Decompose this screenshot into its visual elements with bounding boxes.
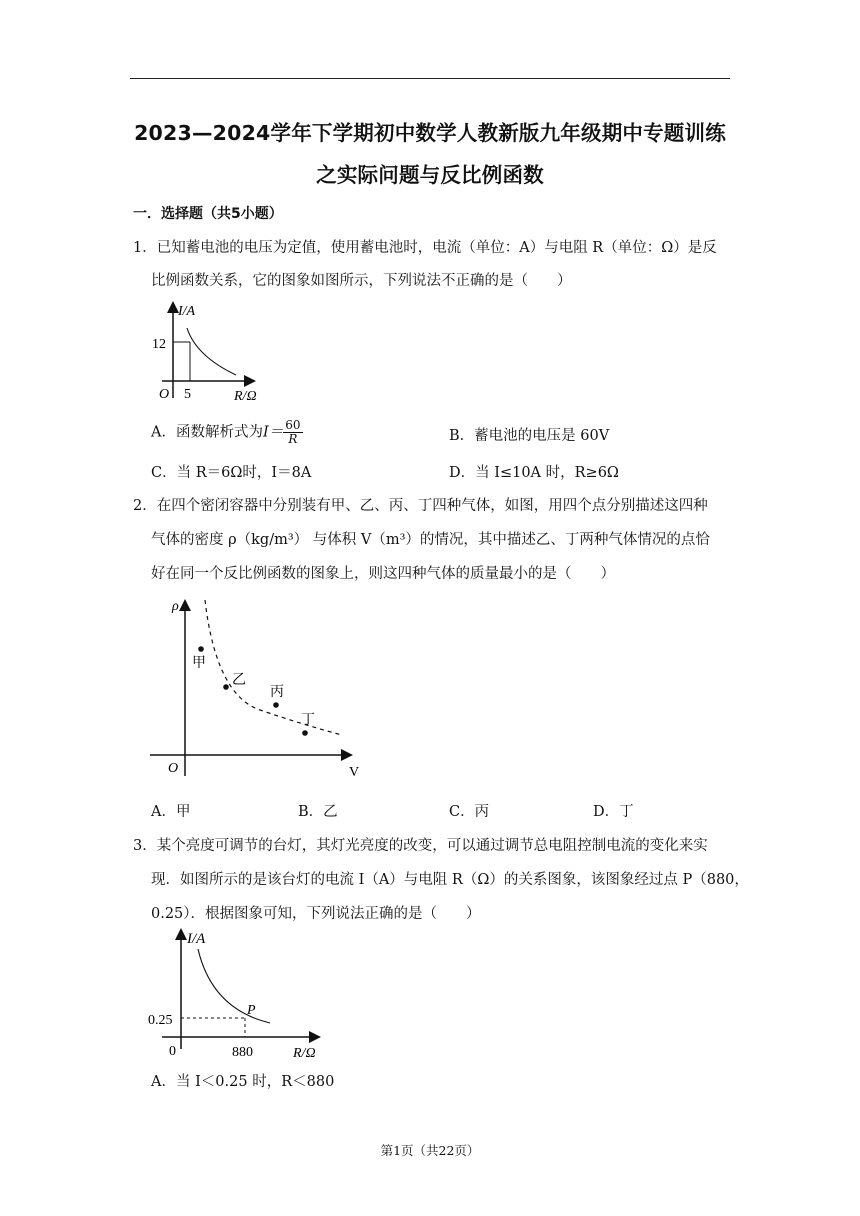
q2-option-c: C．丙	[449, 804, 490, 820]
q1-option-a-lhs: I＝	[262, 424, 284, 441]
q2-text-line3: 好在同一个反比例函数的图象上，则这四种气体的质量最小的是（ ）	[151, 566, 615, 582]
q1-origin: O	[159, 387, 170, 402]
page-footer: 第1页（共22页）	[380, 1143, 480, 1158]
q3-x-tick: 880	[232, 1045, 253, 1060]
q2-label-yi: 乙	[232, 673, 246, 688]
q2-graph	[150, 590, 370, 790]
q2-origin: O	[168, 761, 179, 776]
q1-y-label: I/A	[178, 304, 196, 319]
q3-y-label: I/A	[187, 931, 206, 947]
section-heading: 一．选择题（共5小题）	[133, 206, 283, 222]
q2-label-ding: 丁	[301, 713, 315, 728]
q3-x-label: R/Ω	[293, 1046, 316, 1061]
q2-point-bing	[273, 702, 279, 708]
q1-graph	[140, 298, 270, 406]
q1-curve	[187, 328, 236, 375]
q2-label-jia: 甲	[192, 656, 206, 671]
q3-curve	[198, 949, 270, 1023]
q2-label-bing: 丙	[270, 685, 284, 700]
q2-option-d: D．丁	[593, 804, 634, 820]
q2-text-line1: 2．在四个密闭容器中分别装有甲、乙、丙、丁四种气体，如图，用四个点分别描述这四种	[133, 498, 708, 514]
q1-option-b: B．蓄电池的电压是 60V	[449, 428, 610, 444]
q1-option-a-fraction	[283, 419, 302, 446]
q1-text-line1: 1．已知蓄电池的电压为定值，使用蓄电池时，电流（单位：A）与电阻 R（单位：Ω）是反	[133, 240, 717, 256]
q3-origin: 0	[169, 1044, 176, 1059]
q2-y-label: ρ	[172, 599, 179, 614]
q1-option-a	[151, 419, 303, 446]
q1-text-line2: 比例函数关系，它的图象如图所示，下列说法不正确的是（ ）	[151, 273, 572, 289]
q2-point-ding	[302, 730, 308, 736]
q2-curve	[205, 600, 342, 735]
q2-point-jia	[198, 646, 204, 652]
q1-option-a-prefix: A．函数解析式为	[151, 424, 263, 441]
q1-y-tick: 12	[152, 337, 166, 352]
q3-text-line3: 0.25）．根据图象可知，下列说法正确的是（ ）	[151, 906, 481, 922]
q2-x-label: V	[349, 765, 360, 780]
q3-option-a: A．当 I＜0.25 时，R＜880	[151, 1074, 335, 1090]
q3-y-tick: 0.25	[148, 1013, 173, 1028]
q1-x-label: R/Ω	[234, 389, 257, 404]
q3-graph	[140, 925, 340, 1065]
q1-option-c: C．当 R＝6Ω时，I＝8A	[151, 465, 312, 481]
q2-point-yi	[223, 684, 229, 690]
q2-option-a: A．甲	[151, 804, 191, 820]
q1-fraction-numerator: 60	[285, 418, 301, 432]
document-title-line2: 之实际问题与反比例函数	[316, 163, 544, 187]
q3-text-line2: 现．如图所示的是该台灯的电流 I（A）与电阻 R（Ω）的关系图象，该图象经过点 P（880，	[151, 872, 749, 888]
q3-text-line1: 3．某个亮度可调节的台灯，其灯光亮度的改变，可以通过调节总电阻控制电流的变化来实	[133, 838, 708, 854]
q1-fraction-denominator: R	[288, 432, 298, 446]
q3-point-label: P	[247, 1003, 256, 1018]
document-title-line1: 2023—2024学年下学期初中数学人教新版九年级期中专题训练	[134, 121, 726, 145]
q1-option-d: D．当 I≤10A 时，R≥6Ω	[449, 465, 619, 481]
q2-option-b: B．乙	[298, 804, 338, 820]
q1-x-tick: 5	[184, 387, 191, 402]
q2-text-line2: 气体的密度 ρ（kg/m³） 与体积 V（m³）的情况，其中描述乙、丁两种气体情况的点恰	[151, 532, 710, 548]
header-rule	[130, 78, 730, 79]
